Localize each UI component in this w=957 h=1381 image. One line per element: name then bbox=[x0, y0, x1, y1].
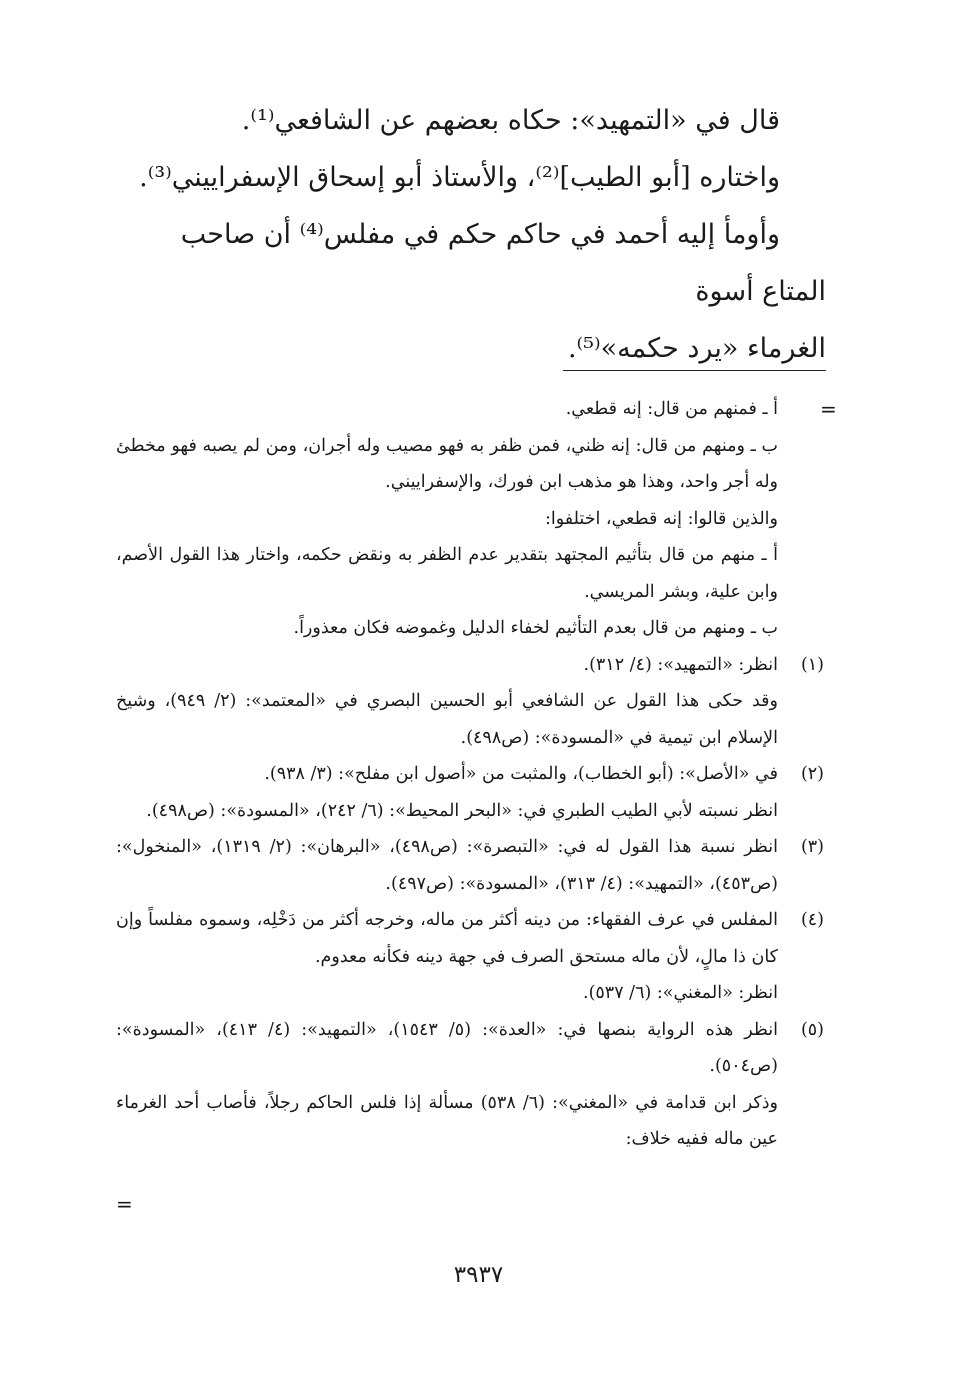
footnote-text: انظر: «التمهيد»: (٤/ ٣١٢). bbox=[583, 654, 778, 675]
footnote-text: انظر هذه الرواية بنصها في: «العدة»: (٥/ ١٥٤٣)، «التمهيد»: (٤/ ٤١٣)، «المسودة»: (ص٥٠٤). bbox=[116, 1019, 778, 1076]
footnote-text: وذكر ابن قدامة في «المغني»: (٦/ ٥٣٨) مسألة إذا فلس الحاكم رجلاً، فأصاب أحد الغرماء عين ماله ففيه خلاف: bbox=[116, 1092, 778, 1149]
footnote-5 bbox=[116, 1012, 828, 1158]
footnote-3 bbox=[116, 829, 828, 902]
footnote-number: (١) bbox=[800, 654, 824, 675]
continuation-note: ب ـ ومنهم من قال بعدم التأثيم لخفاء الدليل وغموضه فكان معذوراً. bbox=[293, 618, 778, 638]
continuation-note: أ ـ منهم من قال بتأثيم المجتهد بتقدير عدم الظفر به ونقض حكمه، واختار هذا القول الأصم، وابن علية، وبشر المريسي. bbox=[116, 545, 778, 602]
continuation-note: أ ـ فمنهم من قال: إنه قطعي. bbox=[565, 399, 778, 419]
continuation-note: والذين قالوا: إنه قطعي، اختلفوا: bbox=[544, 508, 778, 529]
page-number: ٣٩٣٧ bbox=[453, 1262, 504, 1288]
footnote-number: (٣) bbox=[800, 837, 824, 857]
footnote-text: المفلس في عرف الفقهاء: من دينه أكثر من ماله، وخرجه أكثر من دَخْلِه، وسموه مفلساً وإن كان ذا مالٍ، لأن ماله مستحق الصرف في جهة دينه فكأنه معدوم. bbox=[116, 910, 778, 967]
footnote-number: (٤) bbox=[800, 910, 824, 930]
footnote-text: وقد حكى هذا القول عن الشافعي أبو الحسين البصري في «المعتمد»: (٢/ ٩٤٩)، وشيخ الإسلام ابن تيمية في «المسودة»: (ص٤٩٨). bbox=[116, 691, 778, 748]
main-line: واختاره [أبو الطيب]⁽²⁾، والأستاذ أبو إسحاق الإسفراييني⁽³⁾. bbox=[139, 162, 780, 193]
footnote-1 bbox=[116, 647, 828, 757]
footnote-text: انظر: «المغني»: (٦/ ٥٣٧). bbox=[583, 983, 778, 1003]
footnote-text: في «الأصل»: (أبو الخطاب)، والمثبت من «أصول ابن مفلح»: (٣/ ٩٣٨). bbox=[264, 764, 778, 784]
footnote-separator bbox=[563, 370, 826, 371]
main-line: وأومأ إليه أحمد في حاكم حكم في مفلس⁽⁴⁾ أن صاحب المتاع أسوة bbox=[180, 219, 826, 307]
footnote-4 bbox=[116, 902, 828, 1012]
footnote-2 bbox=[116, 756, 828, 829]
main-line: قال في «التمهيد»: حكاه بعضهم عن الشافعي⁽¹⁾. bbox=[241, 105, 780, 136]
main-text bbox=[110, 92, 826, 377]
continuation-mark-top: = bbox=[820, 397, 837, 421]
continuation-note: ب ـ ومنهم من قال: إنه ظني، فمن ظفر به فهو مصيب وله أجران، ومن لم يصبه فهو مخطئ وله أجر واحد، وهذا هو مذهب ابن فورك، والإسفراييني. bbox=[116, 435, 778, 492]
footnote-number: (٢) bbox=[800, 764, 824, 784]
footnotes bbox=[116, 391, 828, 1158]
footnote-text: انظر نسبته لأبي الطيب الطبري في: «البحر المحيط»: (٦/ ٢٤٢)، «المسودة»: (ص٤٩٨). bbox=[146, 800, 778, 821]
footnote-text: انظر نسبة هذا القول له في: «التبصرة»: (ص٤٩٨)، «البرهان»: (٢/ ١٣١٩)، «المنخول»: (ص٤٥٣)، «التمهيد»: (٤/ ٣١٣)، «المسودة»: (ص٤٩٧). bbox=[116, 837, 779, 894]
footnote-number: (٥) bbox=[800, 1019, 824, 1040]
main-line: الغرماء «يرد حكمه»⁽⁵⁾. bbox=[567, 333, 826, 364]
continuation-mark-bottom: = bbox=[116, 1192, 133, 1216]
